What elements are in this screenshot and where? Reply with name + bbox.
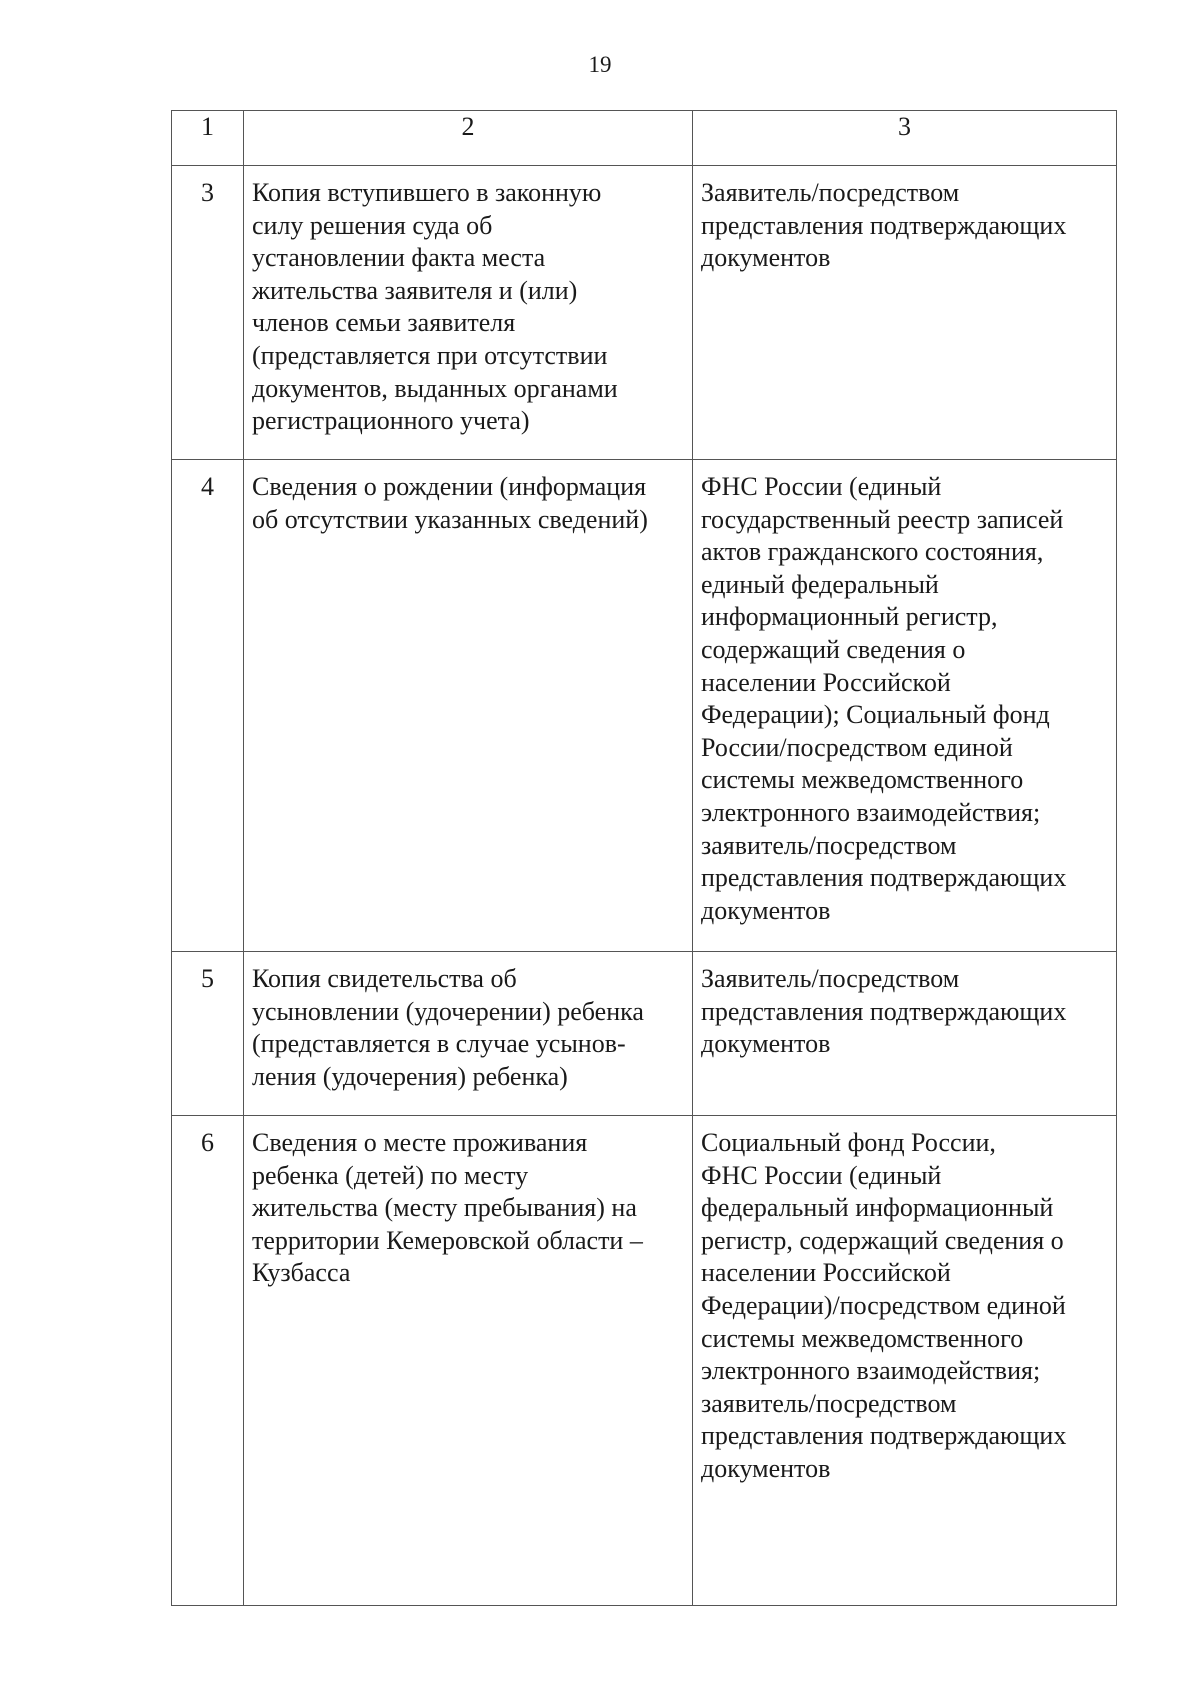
document-source-line: населении Российской <box>701 1258 951 1288</box>
document-source-line: электронного взаимодействия; <box>701 797 1041 827</box>
document-name-cell <box>244 952 693 1116</box>
document-source-line: заявитель/посредством <box>701 1388 957 1418</box>
document-name-line: ления (удочерения) ребенка) <box>252 1061 568 1091</box>
document-source-line: системы межведомственного <box>701 1323 1024 1353</box>
document-name-line: Копия вступившего в законную <box>252 178 602 207</box>
document-name-cell <box>244 460 693 952</box>
document-name-line: жительства заявителя и (или) <box>252 275 578 305</box>
document-source-line: представления подтверждающих <box>701 210 1067 240</box>
documents-table <box>171 110 1117 1606</box>
document-source-line: документов <box>701 1029 831 1059</box>
column-header-document: 2 <box>244 111 693 166</box>
document-source-line: документов <box>701 243 831 273</box>
document-name-line: регистрационного учета) <box>252 406 530 436</box>
document-source-line: Заявитель/посредством <box>701 178 960 207</box>
document-source-cell <box>693 1116 1117 1606</box>
document-name-line: документов, выданных органами <box>252 373 618 403</box>
document-name-line: Сведения о месте проживания <box>252 1128 588 1157</box>
document-source-cell <box>693 166 1117 460</box>
document-name-line: ребенка (детей) по месту <box>252 1160 529 1190</box>
table-row <box>172 166 1117 460</box>
table-row <box>172 952 1117 1116</box>
document-source-line: населении Российской <box>701 667 951 697</box>
document-name-line: об отсутствии указанных сведений) <box>252 504 648 534</box>
document-name-line: Копия свидетельства об <box>252 964 517 993</box>
document-source-line: системы межведомственного <box>701 765 1024 795</box>
document-source-line: ФНС России (единый <box>701 1160 942 1190</box>
document-source-line: информационный регистр, <box>701 602 998 632</box>
document-source-cell <box>693 460 1117 952</box>
document-source-line: Федерации)/посредством единой <box>701 1290 1066 1320</box>
document-name-line: (представляется при отсутствии <box>252 340 608 370</box>
column-header-number: 1 <box>172 111 244 166</box>
document-source-line: ФНС России (единый <box>701 472 942 501</box>
document-source-line: Социальный фонд России, <box>701 1128 996 1157</box>
row-number-cell: 4 <box>172 460 244 952</box>
document-source-cell <box>693 952 1117 1116</box>
document-source-line: Заявитель/посредством <box>701 964 960 993</box>
document-source-line: содержащий сведения о <box>701 634 966 664</box>
document-name-line: силу решения суда об <box>252 210 493 240</box>
document-name-line: членов семьи заявителя <box>252 308 516 338</box>
document-name-cell <box>244 166 693 460</box>
row-number-cell: 6 <box>172 1116 244 1606</box>
document-source-line: документов <box>701 1453 831 1483</box>
document-name-line: Сведения о рождении (информация <box>252 472 647 501</box>
document-source-line: регистр, содержащий сведения о <box>701 1225 1064 1255</box>
table-header-row <box>172 111 1117 166</box>
table-row <box>172 460 1117 952</box>
document-source-line: представления подтверждающих <box>701 863 1067 893</box>
page-number: 19 <box>588 52 612 77</box>
row-number-cell: 3 <box>172 166 244 460</box>
column-header-source: 3 <box>693 111 1117 166</box>
document-source-line: представления подтверждающих <box>701 996 1067 1026</box>
document-source-line: заявитель/посредством <box>701 830 957 860</box>
document-source-line: документов <box>701 895 831 925</box>
document-name-line: Кузбасса <box>252 1258 351 1288</box>
row-number-cell: 5 <box>172 952 244 1116</box>
document-source-line: Федерации); Социальный фонд <box>701 700 1050 730</box>
document-source-line: государственный реестр записей <box>701 504 1064 534</box>
table-row <box>172 1116 1117 1606</box>
document-name-line: (представляется в случае усынов- <box>252 1029 626 1059</box>
document-source-line: электронного взаимодействия; <box>701 1356 1041 1386</box>
document-source-line: федеральный информационный <box>701 1193 1054 1223</box>
document-name-line: территории Кемеровской области – <box>252 1225 643 1255</box>
document-name-line: установлении факта места <box>252 243 546 273</box>
document-name-cell <box>244 1116 693 1606</box>
document-source-line: актов гражданского состояния, <box>701 537 1044 567</box>
document-source-line: единый федеральный <box>701 569 939 599</box>
document-name-line: жительства (месту пребывания) на <box>252 1193 637 1223</box>
document-source-line: представления подтверждающих <box>701 1421 1067 1451</box>
document-name-line: усыновлении (удочерении) ребенка <box>252 996 644 1026</box>
document-source-line: России/посредством единой <box>701 732 1013 762</box>
